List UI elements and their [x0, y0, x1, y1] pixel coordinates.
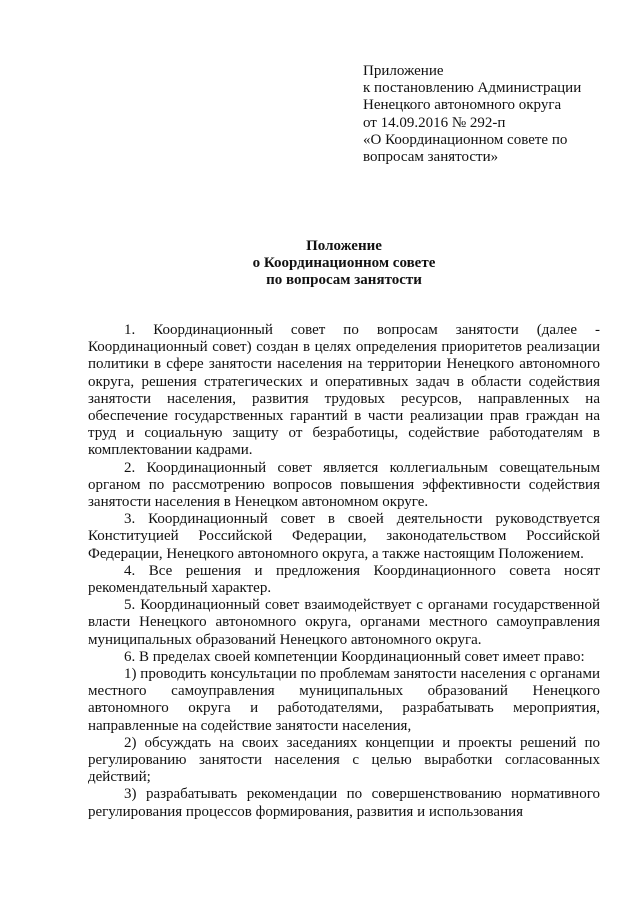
title-line: по вопросам занятости — [266, 272, 422, 288]
paragraph-6-item-1: 1) проводить консультации по проблемам занятости населения с органами местного самоуправления муниципальных образований Ненецкого автономного округа и работодателями, разрабатывать мероприятия, направленные на содействие занятости населения, — [88, 666, 600, 734]
paragraph-2: 2. Координационный совет является коллегиальным совещательным органом по рассмотрению вопросов повышения эффективности содействия занятости населения в Ненецком автономном округе. — [88, 459, 600, 511]
document-title — [88, 238, 600, 289]
appendix-line: Приложение — [363, 63, 444, 79]
appendix-line: от 14.09.2016 № 292-п — [363, 114, 506, 131]
appendix-line: вопросам занятости» — [363, 149, 499, 166]
paragraph-6-item-2: 2) обсуждать на своих заседаниях концепции и проекты решений по регулированию занятости населения с целью выработки согласованных действий; — [88, 734, 600, 786]
appendix-block — [363, 63, 623, 166]
paragraph-4: 4. Все решения и предложения Координационного совета носят рекомендательный характер. — [88, 562, 600, 597]
title-line: Положение — [306, 238, 382, 254]
appendix-line: к постановлению Администрации — [363, 80, 582, 97]
paragraph-6-item-3: 3) разрабатывать рекомендации по совершенствованию нормативного регулирования процессов формирования, развития и использования — [88, 786, 600, 820]
document-body — [88, 322, 600, 821]
paragraph-3: 3. Координационный совет в своей деятельности руководствуется Конституцией Российской Федерации, законодательством Российской Федерации, Ненецкого автономного округа, а также настоящим Положением. — [88, 511, 600, 562]
title-line: о Координационном совете — [252, 255, 436, 271]
paragraph-6: 6. В пределах своей компетенции Координационный совет имеет право: — [124, 648, 585, 665]
paragraph-5: 5. Координационный совет взаимодействует с органами государственной власти Ненецкого автономного округа, органами местного самоуправления муниципальных образований Ненецкого автономного округа. — [88, 597, 600, 648]
paragraph-1: 1. Координационный совет по вопросам занятости (далее - Координационный совет) создан в целях определения приоритетов реализации политики в сфере занятости населения на территории Ненецкого автономного округа, решения стратегических и оперативных задач в области содействия занятости населения, развития трудовых ресурсов, направленных на обеспечение государственных гарантий в части реализации прав граждан на труд и социальную защиту от безработицы, содействие работодателям в комплектовании кадрами. — [88, 322, 600, 459]
appendix-line: Ненецкого автономного округа — [363, 97, 562, 114]
appendix-line: «О Координационном совете по — [363, 131, 568, 148]
